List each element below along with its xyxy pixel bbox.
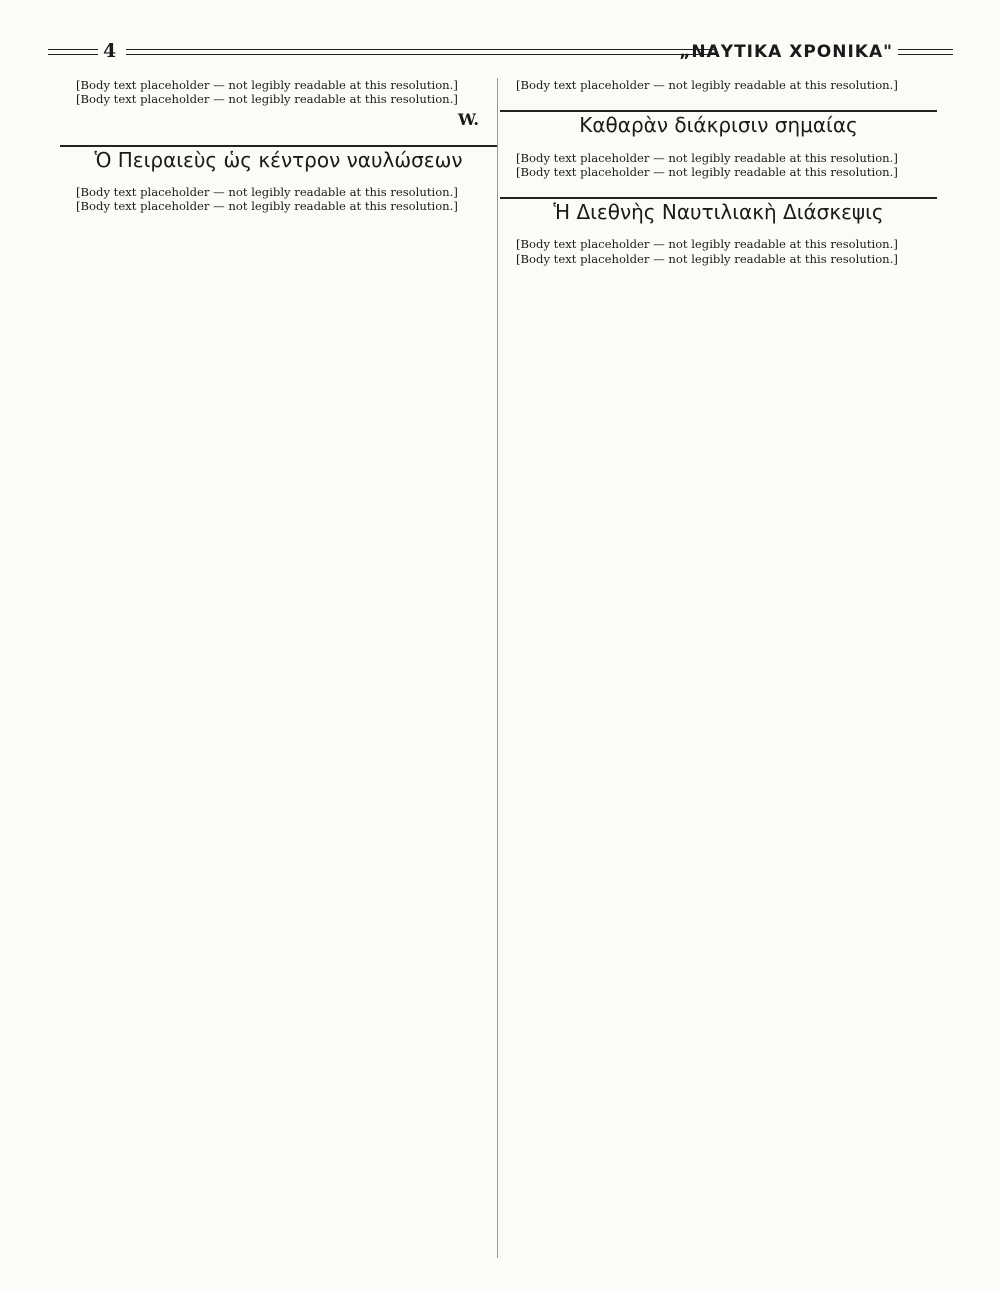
header-rule-left <box>48 49 98 55</box>
paragraph: [Body text placeholder — not legibly readable at this resolution.] <box>76 199 458 214</box>
article-piraeus <box>60 145 497 214</box>
paragraph: [Body text placeholder — not legibly readable at this resolution.] <box>516 78 898 92</box>
column-divider <box>497 78 498 1258</box>
section-title: Ἡ Διεθνὴς Ναυτιλιακὴ Διάσκεψις <box>500 197 937 219</box>
section-title: Καθαρὰν διάκρισιν σημαίας <box>500 110 937 132</box>
section-title: Ὁ Πειραιεὺς ὡς κέντρον ναυλώσεων <box>60 145 497 167</box>
paragraph: [Body text placeholder — not legibly readable at this resolution.] <box>516 237 898 252</box>
paragraph: [Body text placeholder — not legibly readable at this resolution.] <box>76 92 458 107</box>
article-shipping-conference <box>500 197 937 266</box>
intro-article-continued <box>60 78 497 107</box>
page-number: 4 <box>103 40 117 62</box>
paragraph: [Body text placeholder — not legibly readable at this resolution.] <box>76 185 458 200</box>
paragraph: [Body text placeholder — not legibly readable at this resolution.] <box>76 78 458 92</box>
header-rule-middle <box>126 49 716 55</box>
page-header <box>48 40 953 64</box>
paragraph: [Body text placeholder — not legibly readable at this resolution.] <box>516 150 898 165</box>
paragraph: [Body text placeholder — not legibly readable at this resolution.] <box>516 251 898 266</box>
article-flag-discrimination <box>500 110 937 179</box>
paragraph: [Body text placeholder — not legibly readable at this resolution.] <box>516 164 898 179</box>
header-rule-right <box>898 49 953 55</box>
article-signature: W. <box>457 109 479 129</box>
masthead: „ΝΑΥΤΙΚΑ ΧΡΟΝΙΚΑ" <box>679 42 893 62</box>
intro-article-continued <box>500 78 937 92</box>
left-column <box>60 78 497 214</box>
right-column <box>500 78 937 266</box>
